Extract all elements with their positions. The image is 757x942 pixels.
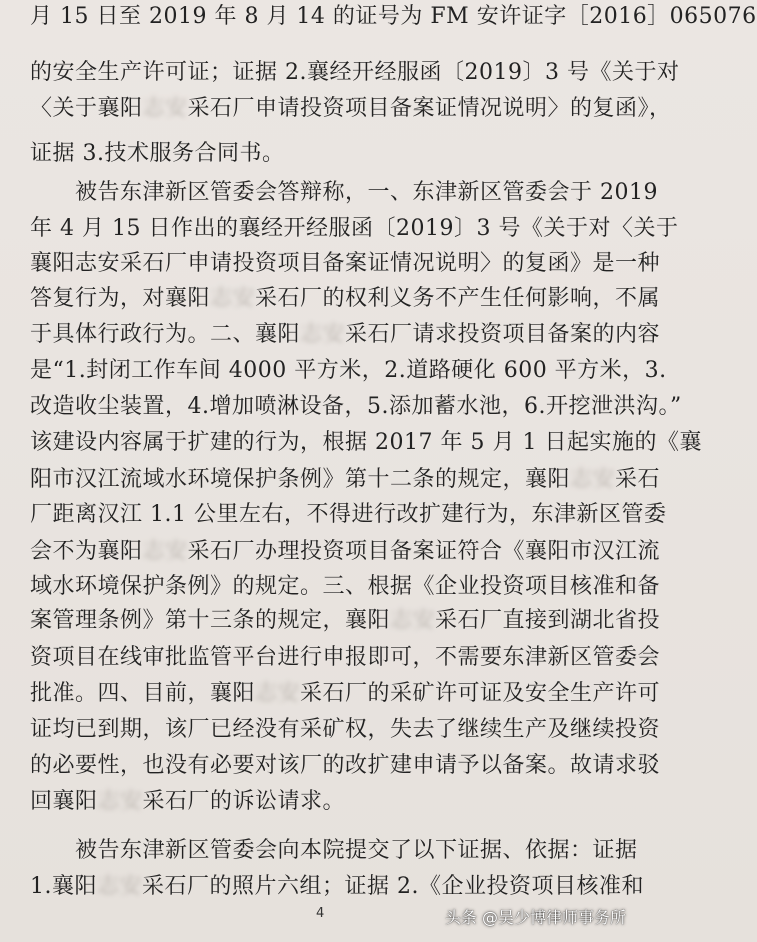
text-segment: 被告东津新区管委会向本院提交了以下证据、依据：证据 bbox=[30, 838, 638, 863]
text-segment: 年 4 月 15 日作出的襄经开经服函〔2019〕3 号《关于对〈关于 bbox=[30, 216, 679, 241]
text-segment: 回襄阳 bbox=[30, 789, 98, 814]
text-line bbox=[30, 751, 670, 781]
text-segment: 于具体行政行为。二、襄阳 bbox=[30, 322, 301, 347]
text-segment: 该建设内容属于扩建的行为，根据 2017 年 5 月 1 日起实施的《襄 bbox=[30, 430, 702, 455]
redacted-name: 志安 bbox=[390, 608, 436, 633]
text-line bbox=[30, 465, 670, 495]
text-line bbox=[30, 392, 682, 422]
text-line bbox=[30, 214, 679, 244]
text-segment: 证均已到期，该厂已经没有采矿权，失去了继续生产及继续投资 bbox=[30, 717, 661, 742]
text-line bbox=[30, 500, 670, 530]
text-segment: 采石厂申请投资项目备案证情况说明〉的复函》， bbox=[187, 96, 672, 121]
text-line bbox=[30, 428, 702, 458]
text-segment: 改造收尘装置，4.增加喷淋设备，5.添加蓄水池，6.开挖泄洪沟。” bbox=[30, 394, 682, 419]
redacted-name: 志安 bbox=[142, 96, 188, 121]
text-line bbox=[30, 572, 670, 602]
text-line bbox=[30, 836, 670, 866]
watermark-text: 头条 @吴少博律师事务所 bbox=[444, 908, 626, 927]
text-line bbox=[30, 606, 670, 636]
redacted-name: 志安 bbox=[97, 789, 143, 814]
text-line bbox=[30, 537, 670, 567]
redacted-name: 志安 bbox=[255, 681, 301, 706]
text-segment: 采石厂的照片六组；证据 2.《企业投资项目核准和 bbox=[142, 874, 645, 899]
text-line bbox=[30, 2, 757, 32]
redacted-name: 志安 bbox=[570, 467, 616, 492]
text-segment: 域水环境保护条例》的规定。三、根据《企业投资项目核准和备 bbox=[30, 574, 661, 599]
text-segment: 月 15 日至 2019 年 8 月 14 的证号为 FM 安许证字［2016］065076 bbox=[30, 4, 757, 29]
text-segment: 〈关于襄阳 bbox=[30, 96, 143, 121]
text-line bbox=[30, 249, 670, 279]
text-line bbox=[30, 715, 670, 745]
text-segment: 答复行为，对襄阳 bbox=[30, 286, 211, 311]
text-segment: 厂距离汉江 1.1 公里左右，不得进行改扩建行为，东津新区管委 bbox=[30, 502, 667, 527]
text-segment: 1.襄阳 bbox=[30, 874, 97, 899]
text-segment: 被告东津新区管委会答辩称，一、东津新区管委会于 2019 bbox=[30, 180, 658, 205]
text-line bbox=[30, 356, 670, 386]
text-line bbox=[30, 284, 670, 314]
text-segment: 批准。四、目前，襄阳 bbox=[30, 681, 256, 706]
text-segment: 采石厂的采矿许可证及安全生产许可 bbox=[300, 681, 661, 706]
page-number: 4 bbox=[316, 906, 325, 921]
text-segment: 采石厂请求投资项目备案的内容 bbox=[345, 322, 661, 347]
text-segment: 资项目在线审批监管平台进行申报即可，不需要东津新区管委会 bbox=[30, 645, 661, 670]
text-line bbox=[30, 139, 670, 169]
text-line bbox=[30, 320, 670, 350]
redacted-name: 志安 bbox=[142, 539, 188, 564]
text-segment: 的安全生产许可证；证据 2.襄经开经服函〔2019〕3 号《关于对 bbox=[30, 60, 680, 85]
redacted-name: 志安 bbox=[97, 874, 143, 899]
text-line bbox=[30, 178, 670, 208]
text-segment: 采石 bbox=[615, 467, 661, 492]
text-segment: 采石厂的诉讼请求。 bbox=[142, 789, 346, 814]
text-segment: 会不为襄阳 bbox=[30, 539, 143, 564]
text-segment: 襄阳志安采石厂申请投资项目备案证情况说明〉的复函》是一种 bbox=[30, 251, 661, 276]
text-line bbox=[30, 94, 670, 124]
text-line bbox=[30, 58, 680, 88]
text-segment: 采石厂的权利义务不产生任何影响，不属 bbox=[255, 286, 661, 311]
text-segment: 采石厂办理投资项目备案证符合《襄阳市汉江流 bbox=[187, 539, 661, 564]
text-line bbox=[30, 787, 670, 817]
text-line bbox=[30, 643, 670, 673]
text-segment: 采石厂直接到湖北省投 bbox=[435, 608, 661, 633]
text-segment: 证据 3.技术服务合同书。 bbox=[30, 141, 285, 166]
text-line bbox=[30, 679, 670, 709]
redacted-name: 志安 bbox=[210, 286, 256, 311]
redacted-name: 志安 bbox=[300, 322, 346, 347]
text-segment: 是“1.封闭工作车间 4000 平方米，2.道路硬化 600 平方米，3. bbox=[30, 358, 667, 383]
text-segment: 阳市汉江流域水环境保护条例》第十二条的规定，襄阳 bbox=[30, 467, 571, 492]
text-segment: 案管理条例》第十三条的规定，襄阳 bbox=[30, 608, 391, 633]
text-line bbox=[30, 872, 670, 902]
text-segment: 的必要性，也没有必要对该厂的改扩建申请予以备案。故请求驳 bbox=[30, 753, 661, 778]
